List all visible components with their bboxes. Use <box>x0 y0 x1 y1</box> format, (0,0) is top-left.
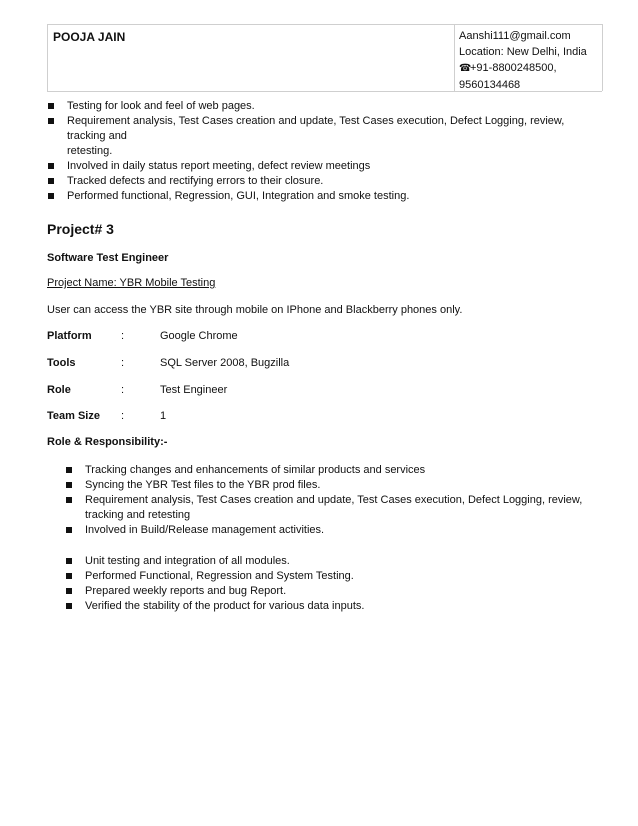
list-item: Requirement analysis, Test Cases creation and update, Test Cases execution, Defect Logging, review, tracking and <box>48 114 598 144</box>
project-name: Project Name: YBR Mobile Testing <box>47 277 216 289</box>
phone-text-2: 9560134468 <box>459 79 521 91</box>
list-item-continuation: retesting. <box>67 145 113 157</box>
detail-separator: : <box>121 384 125 396</box>
bullet-icon <box>66 573 72 579</box>
list-item: Involved in daily status report meeting, defect review meetings <box>48 159 598 174</box>
list-item: Tracking changes and enhancements of similar products and services <box>66 463 596 478</box>
detail-key: Platform <box>47 330 92 342</box>
list-item-continuation: tracking and retesting <box>85 509 191 521</box>
list-item: Involved in Build/Release management activities. <box>66 523 596 538</box>
bullet-icon <box>66 527 72 533</box>
detail-key: Team Size <box>47 410 100 422</box>
list-item: Prepared weekly reports and bug Report. <box>66 584 596 599</box>
header-border-middle <box>454 24 455 91</box>
bullet-icon <box>48 118 54 124</box>
bullet-icon <box>48 103 54 109</box>
detail-key: Role <box>47 384 71 396</box>
detail-value: 1 <box>160 410 167 422</box>
candidate-name: POOJA JAIN <box>53 30 126 44</box>
header-border-top <box>47 24 602 25</box>
detail-value: Test Engineer <box>160 384 228 396</box>
list-item: Requirement analysis, Test Cases creation and update, Test Cases execution, Defect Logging, review, <box>66 493 596 508</box>
project-responsibilities-list-b <box>66 554 596 614</box>
previous-responsibilities-list <box>48 99 598 204</box>
contact-block <box>459 28 587 93</box>
phone-text-1: +91-8800248500, <box>470 62 557 74</box>
detail-separator: : <box>121 357 125 369</box>
bullet-icon <box>48 163 54 169</box>
list-item: Performed functional, Regression, GUI, Integration and smoke testing. <box>48 189 598 204</box>
bullet-icon <box>66 603 72 609</box>
email-text: Aanshi111@gmail.com <box>459 30 571 42</box>
phone-icon: ☎ <box>459 63 472 74</box>
job-title: Software Test Engineer <box>47 252 169 264</box>
bullet-icon <box>66 558 72 564</box>
bullet-icon <box>48 193 54 199</box>
list-item: Unit testing and integration of all modules. <box>66 554 596 569</box>
bullet-icon <box>66 588 72 594</box>
bullet-icon <box>48 178 54 184</box>
list-item: Syncing the YBR Test files to the YBR prod files. <box>66 478 596 493</box>
project-responsibilities-list-a <box>66 463 596 538</box>
detail-key: Tools <box>47 357 76 369</box>
bullet-icon <box>66 467 72 473</box>
list-item: Testing for look and feel of web pages. <box>48 99 598 114</box>
header-border-left <box>47 24 48 91</box>
list-item: Tracked defects and rectifying errors to their closure. <box>48 174 598 189</box>
detail-separator: : <box>121 410 125 422</box>
bullet-icon <box>66 482 72 488</box>
location-text: Location: New Delhi, India <box>459 46 587 58</box>
phone-line <box>459 60 587 77</box>
project-description: User can access the YBR site through mobile on IPhone and Blackberry phones only. <box>47 304 463 316</box>
list-item: Verified the stability of the product for various data inputs. <box>66 599 596 614</box>
detail-value: SQL Server 2008, Bugzilla <box>160 357 290 369</box>
list-item: Performed Functional, Regression and System Testing. <box>66 569 596 584</box>
responsibility-heading: Role & Responsibility:- <box>47 436 168 448</box>
detail-value: Google Chrome <box>160 330 238 342</box>
detail-separator: : <box>121 330 125 342</box>
header-border-right <box>602 24 603 91</box>
project-title: Project# 3 <box>47 221 114 237</box>
bullet-icon <box>66 497 72 503</box>
